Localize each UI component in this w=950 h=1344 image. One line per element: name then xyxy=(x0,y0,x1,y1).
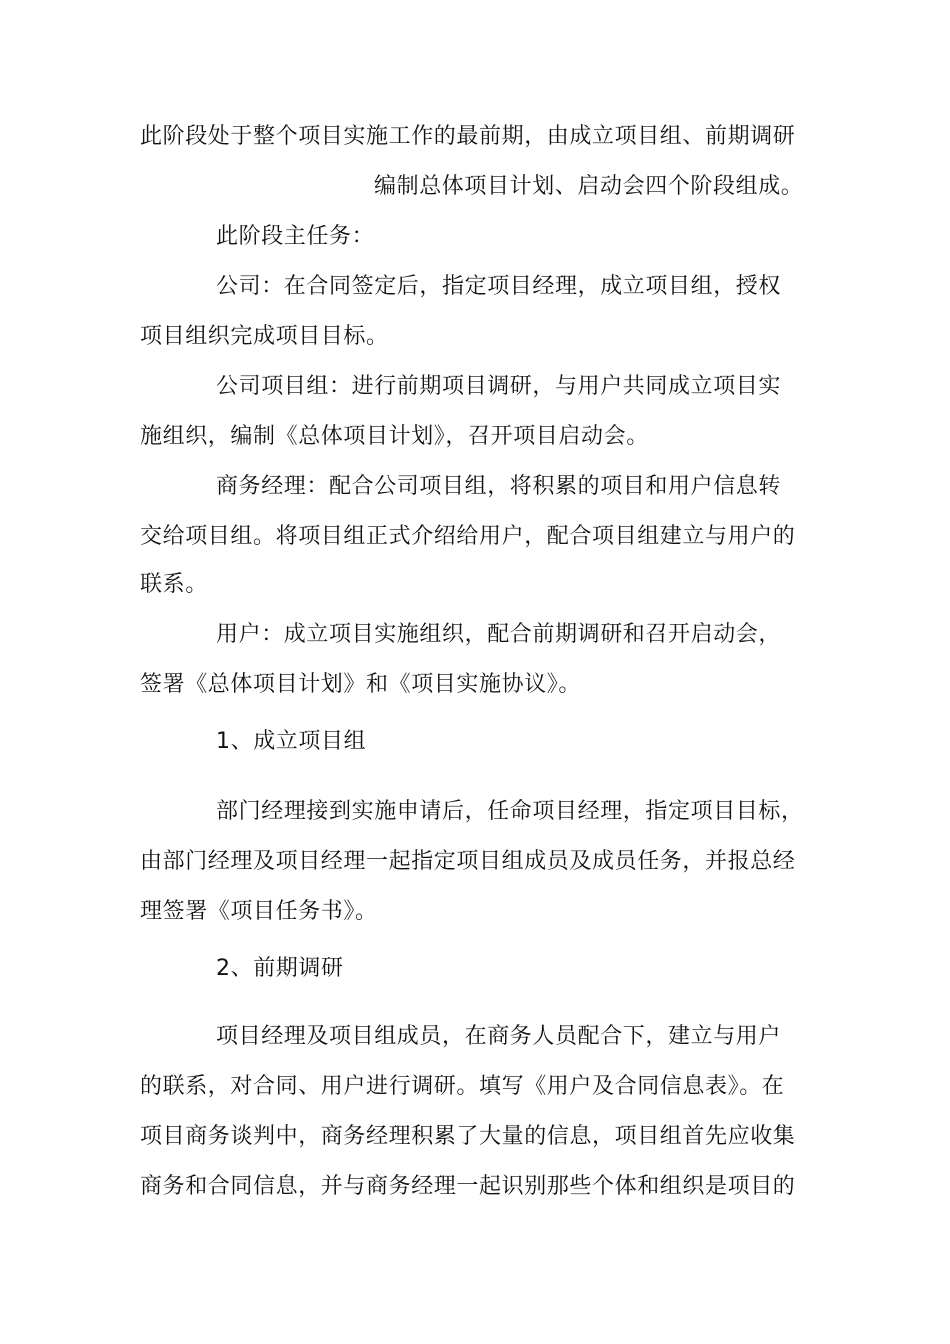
section-2-line-4: 商务和合同信息，并与商务经理一起识别那些个体和组织是项目的 xyxy=(140,1174,796,1199)
intro-line-1: 此阶段处于整个项目实施工作的最前期，由成立项目组、前期调研 xyxy=(140,124,796,149)
company-team-line-2: 施组织，编制《总体项目计划》，召开项目启动会。 xyxy=(140,424,649,449)
tasks-heading: 此阶段主任务： xyxy=(216,224,375,249)
user-line-1: 用户：成立项目实施组织，配合前期调研和召开启动会， xyxy=(216,622,782,647)
business-manager-line-2: 交给项目组。将项目组正式介绍给用户，配合项目组建立与用户的 xyxy=(140,524,796,549)
section-1-heading: 1、成立项目组 xyxy=(216,729,367,754)
section-2-line-1: 项目经理及项目组成员，在商务人员配合下，建立与用户 xyxy=(216,1024,782,1049)
section-1-line-3: 理签署《项目任务书》。 xyxy=(140,899,378,924)
business-manager-line-1: 商务经理：配合公司项目组，将积累的项目和用户信息转 xyxy=(216,474,782,499)
business-manager-line-3: 联系。 xyxy=(140,572,208,597)
section-2-line-3: 项目商务谈判中，商务经理积累了大量的信息，项目组首先应收集 xyxy=(140,1124,796,1149)
section-1-line-2: 由部门经理及项目经理一起指定项目组成员及成员任务，并报总经 xyxy=(140,849,796,874)
section-1-line-1: 部门经理接到实施申请后，任命项目经理，指定项目目标， xyxy=(216,799,804,824)
section-2-line-2: 的联系，对合同、用户进行调研。填写《用户及合同信息表》。在 xyxy=(140,1074,785,1099)
user-line-2: 签署《总体项目计划》和《项目实施协议》。 xyxy=(140,672,582,697)
company-line-1: 公司：在合同签定后，指定项目经理，成立项目组，授权 xyxy=(216,274,782,299)
company-line-2: 项目组织完成项目目标。 xyxy=(140,324,389,349)
company-team-line-1: 公司项目组：进行前期项目调研，与用户共同成立项目实 xyxy=(216,374,782,399)
section-2-heading: 2、前期调研 xyxy=(216,956,344,981)
intro-line-2: 编制总体项目计划、启动会四个阶段组成。 xyxy=(374,174,804,199)
